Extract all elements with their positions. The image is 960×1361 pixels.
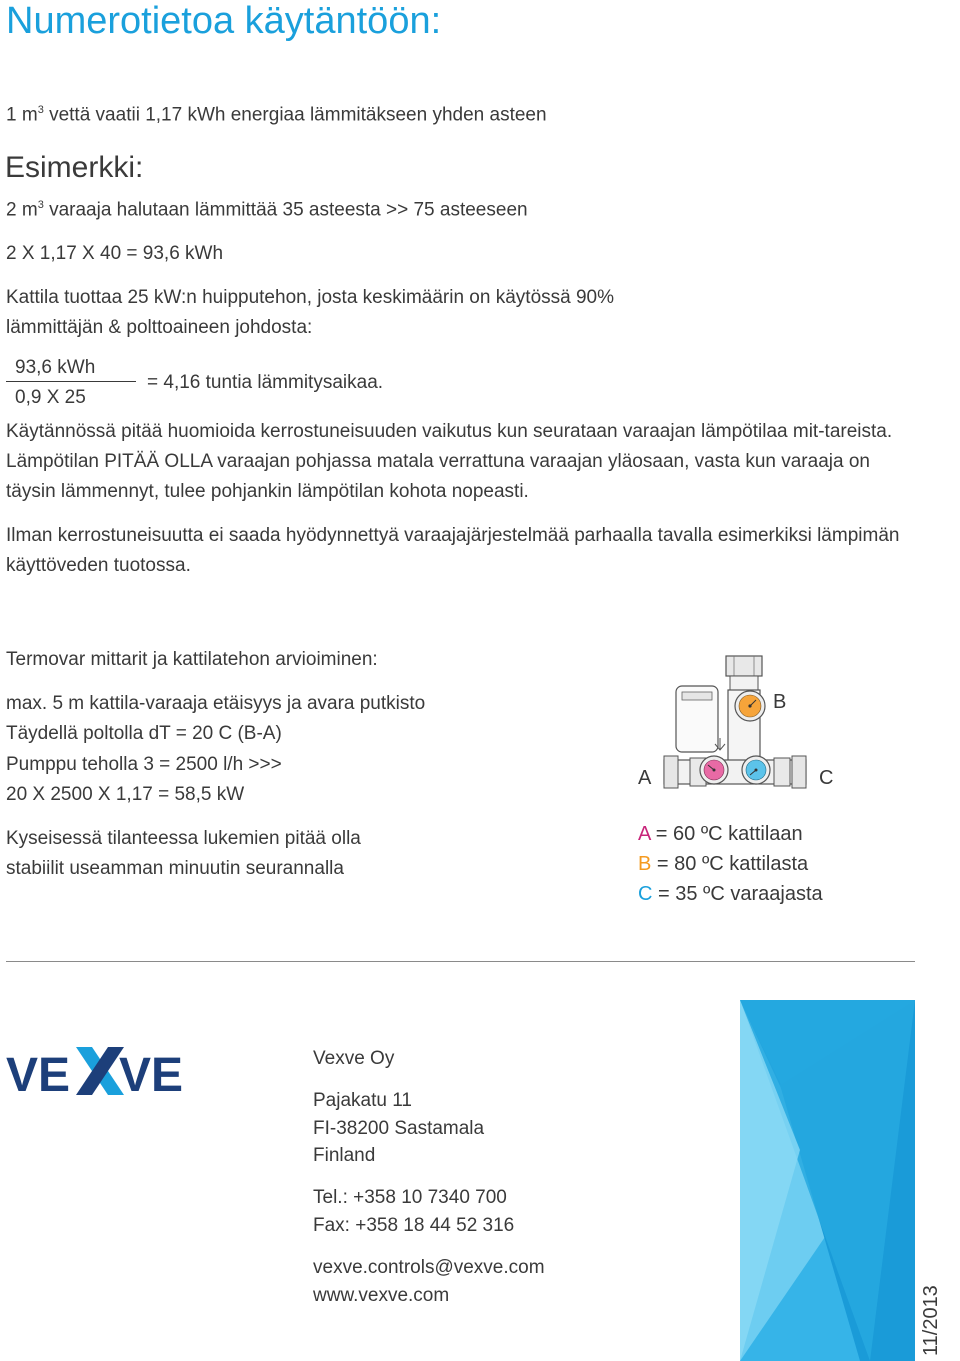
page-title: Numerotietoa käytäntöön: bbox=[6, 0, 442, 42]
legend-item-c: C = 35 ºC varaajasta bbox=[638, 883, 823, 905]
fraction-bar bbox=[6, 381, 136, 382]
example-line-1: 2 $m^3$ varaaja halutaan lämmittää 35 asteesta >> 75 asteeseen bbox=[6, 199, 528, 221]
address-country: Finland bbox=[313, 1145, 376, 1166]
diagram-label-b: B bbox=[773, 691, 787, 713]
example-line-3a: Kattila tuottaa 25 kW:n huipputehon, josta keskimäärin on käytössä 90% bbox=[6, 287, 615, 308]
fraction-result: = 4,16 tuntia lämmitysaikaa. bbox=[147, 372, 384, 393]
legend-item-b: B = 80 ºC kattilasta bbox=[638, 853, 809, 875]
email-link[interactable]: vexve.controls@vexve.com bbox=[313, 1257, 545, 1278]
svg-text:VE: VE bbox=[119, 1049, 184, 1097]
termovar-line-3: Pumppu teholla 3 = 2500 l/h >>> bbox=[6, 754, 282, 775]
phone-number: Tel.: +358 10 7340 700 bbox=[313, 1187, 507, 1208]
example-line-2: 2 X 1,17 X 40 = 93,6 kWh bbox=[6, 243, 224, 264]
vexve-logo bbox=[6, 1045, 186, 1097]
address-street: Pajakatu 11 bbox=[313, 1090, 412, 1111]
termovar-line-2: Täydellä poltolla dT = 20 C (B-A) bbox=[6, 723, 282, 744]
termovar-line-4: 20 X 2500 X 1,17 = 58,5 kW bbox=[6, 784, 245, 805]
intro-line: 1 $m^3$ vettä vaatii 1,17 kWh energiaa lämmitäkseen yhden asteen bbox=[6, 104, 547, 126]
termovar-note-2: stabiilit useamman minuutin seurannalla bbox=[6, 858, 344, 879]
address-postal: FI-38200 Sastamala bbox=[313, 1118, 485, 1139]
website-link[interactable]: www.vexve.com bbox=[313, 1285, 450, 1306]
diagram-label-c: C bbox=[819, 767, 834, 789]
termovar-note-1: Kyseisessä tilanteessa lukemien pitää olla bbox=[6, 828, 361, 849]
section-divider bbox=[6, 961, 915, 962]
termovar-valve-diagram bbox=[660, 650, 810, 800]
fraction-denominator: 0,9 X 25 bbox=[15, 387, 86, 408]
diagram-label-a: A bbox=[638, 767, 652, 789]
termovar-line-1: max. 5 m kattila-varaaja etäisyys ja avara putkisto bbox=[6, 693, 426, 714]
fraction-numerator: 93,6 kWh bbox=[15, 357, 96, 378]
company-name: Vexve Oy bbox=[313, 1048, 395, 1069]
example-line-3b: lämmittäjän & polttoaineen johdosta: bbox=[6, 317, 313, 338]
paragraph-2: Ilman kerrostuneisuutta ei saada hyödynnettyä varaajajärjestelmää parhaalla tavalla esimerkiksi lämpimän käyttöveden tuotossa. bbox=[6, 525, 900, 576]
fax-number: Fax: +358 18 44 52 316 bbox=[313, 1215, 515, 1236]
legend-item-a: A = 60 ºC kattilaan bbox=[638, 823, 803, 845]
termovar-heading: Termovar mittarit ja kattilatehon arvioiminen: bbox=[6, 649, 378, 670]
example-heading: Esimerkki: bbox=[5, 151, 144, 184]
publication-date: 11/2013 bbox=[920, 1285, 942, 1356]
paragraph-1: Käytännössä pitää huomioida kerrostuneisuuden vaikutus kun seurataan varaajan lämpötilaa mit-tareista. Lämpötilan PITÄÄ OLLA varaajan pohjassa matala verrattuna varaajan yläosaan, vasta kun varaaja on täysin lämmennyt, tulee pohjankin lämpötilan kohota nopeasti. bbox=[6, 421, 893, 502]
svg-text:VE: VE bbox=[6, 1049, 71, 1097]
